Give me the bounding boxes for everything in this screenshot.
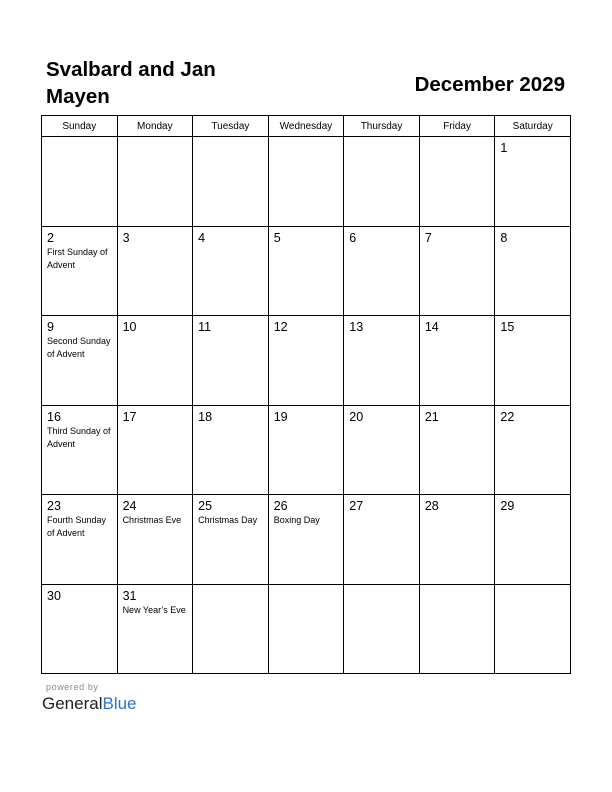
day-number: 24 <box>122 499 137 513</box>
day-number: 9 <box>47 320 54 334</box>
day-number: 23 <box>47 499 61 513</box>
day-number: 20 <box>349 409 364 424</box>
brand-name-part2: Blue <box>102 694 137 713</box>
weekday-header: Wednesday <box>268 116 344 137</box>
holiday-label: Fourth Sunday of Advent <box>47 515 107 538</box>
weekday-header: Friday <box>419 116 495 137</box>
week-row <box>42 495 571 585</box>
day-cell <box>419 316 495 406</box>
day-cell <box>268 584 344 674</box>
day-cell <box>193 137 269 227</box>
week-row <box>42 405 571 495</box>
day-number: 10 <box>122 320 137 334</box>
day-number: 11 <box>198 320 212 334</box>
day-number: 18 <box>198 409 213 424</box>
day-cell <box>268 226 344 316</box>
day-number: 25 <box>198 499 213 513</box>
day-number: 21 <box>424 409 439 424</box>
day-cell <box>495 226 571 316</box>
week-row <box>42 316 571 406</box>
day-cell <box>268 137 344 227</box>
holiday-label: New Year’s Eve <box>122 604 186 615</box>
day-cell <box>117 316 193 406</box>
day-number: 7 <box>424 230 432 245</box>
day-cell <box>193 584 269 674</box>
weekday-header: Sunday <box>42 116 118 137</box>
day-cell <box>42 495 118 585</box>
region-title: Svalbard and Jan Mayen <box>46 58 216 108</box>
day-number: 1 <box>500 141 508 155</box>
week-row <box>42 226 571 316</box>
day-cell <box>268 405 344 495</box>
day-cell <box>117 226 193 316</box>
day-number: 6 <box>349 230 357 245</box>
day-cell <box>42 137 118 227</box>
day-cell <box>117 405 193 495</box>
day-number: 4 <box>198 230 206 245</box>
week-row <box>42 137 571 227</box>
day-cell <box>193 405 269 495</box>
day-cell <box>344 137 420 227</box>
weekday-header: Monday <box>117 116 193 137</box>
day-number: 2 <box>47 230 54 245</box>
day-number: 8 <box>500 230 508 245</box>
day-cell <box>117 584 193 674</box>
day-number: 12 <box>273 320 288 334</box>
powered-by-label: powered by <box>46 682 99 692</box>
day-cell <box>42 584 118 674</box>
calendar-grid <box>41 115 571 674</box>
day-number: 15 <box>500 320 515 334</box>
day-cell <box>344 226 420 316</box>
day-cell <box>495 584 571 674</box>
day-cell <box>193 316 269 406</box>
day-cell <box>344 316 420 406</box>
day-cell <box>419 137 495 227</box>
day-cell <box>495 405 571 495</box>
day-cell <box>42 316 118 406</box>
day-number: 13 <box>349 320 364 334</box>
day-number: 31 <box>122 588 137 603</box>
week-row <box>42 584 571 674</box>
holiday-label: Christmas Day <box>198 515 258 525</box>
day-number: 29 <box>500 499 515 513</box>
weekday-header: Saturday <box>495 116 571 137</box>
day-cell <box>193 495 269 585</box>
day-cell <box>117 137 193 227</box>
holiday-label: Boxing Day <box>273 515 320 525</box>
day-cell <box>268 316 344 406</box>
day-number: 14 <box>424 320 439 334</box>
brand-name-part1: General <box>42 694 103 713</box>
day-number: 28 <box>424 499 439 513</box>
day-number: 27 <box>349 499 364 513</box>
generalblue-logo[interactable] <box>42 694 137 714</box>
day-cell <box>419 405 495 495</box>
day-cell <box>344 405 420 495</box>
weekday-header-row <box>42 116 571 137</box>
day-number: 3 <box>122 230 130 245</box>
day-number: 22 <box>500 409 515 424</box>
day-cell <box>419 584 495 674</box>
day-number: 26 <box>273 499 288 513</box>
day-cell <box>42 405 118 495</box>
holiday-label: Third Sunday of Advent <box>47 425 111 449</box>
day-cell <box>344 495 420 585</box>
day-cell <box>268 495 344 585</box>
day-cell <box>495 137 571 227</box>
holiday-label: Christmas Eve <box>122 515 182 525</box>
day-cell <box>193 226 269 316</box>
day-number: 19 <box>273 409 288 424</box>
day-cell <box>344 584 420 674</box>
holiday-label: First Sunday of Advent <box>47 246 108 270</box>
day-number: 17 <box>122 409 137 424</box>
day-cell <box>495 316 571 406</box>
day-number: 16 <box>47 409 61 424</box>
weekday-header: Tuesday <box>193 116 269 137</box>
day-cell <box>419 495 495 585</box>
day-number: 30 <box>47 588 61 603</box>
day-cell <box>117 495 193 585</box>
weekday-header: Thursday <box>344 116 420 137</box>
month-title: December 2029 <box>414 73 565 96</box>
day-cell <box>42 226 118 316</box>
day-cell <box>419 226 495 316</box>
day-number: 5 <box>273 230 281 245</box>
holiday-label: Second Sunday of Advent <box>47 336 111 359</box>
day-cell <box>495 495 571 585</box>
